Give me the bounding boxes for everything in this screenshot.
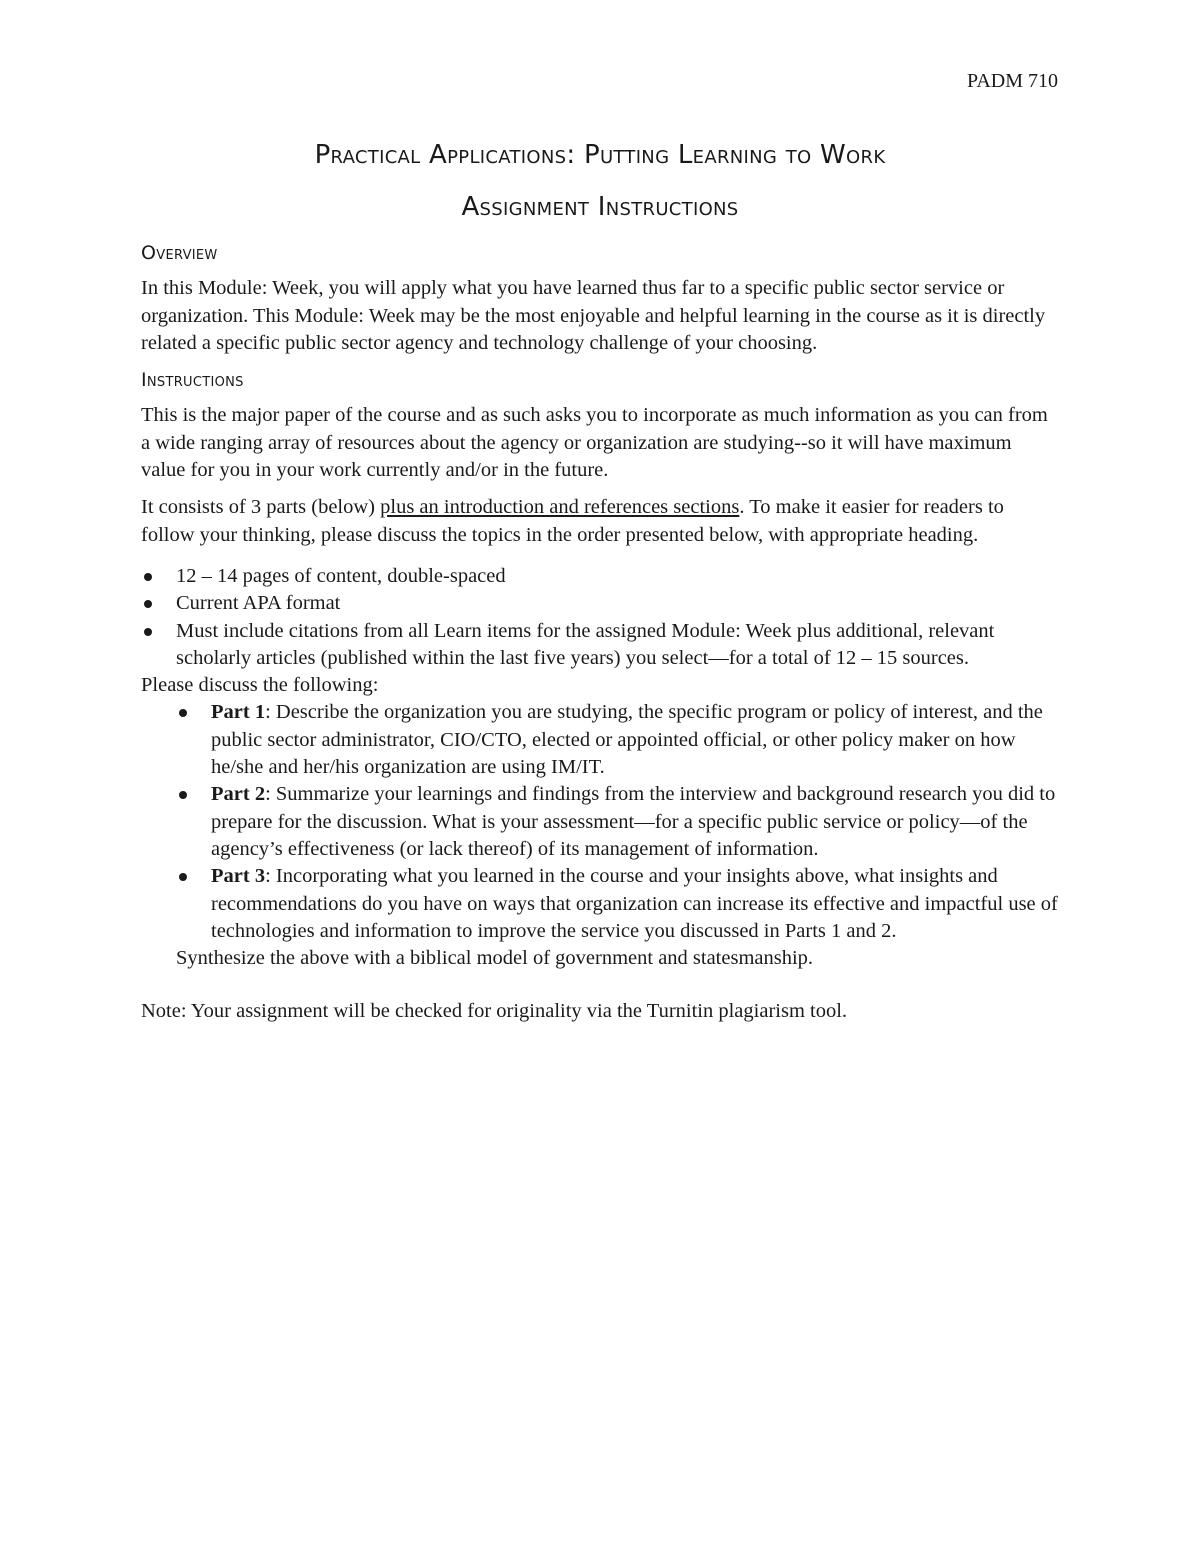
instructions-heading: Instructions (141, 369, 244, 392)
document-title: Practical Applications: Putting Learning to Work (314, 140, 886, 170)
part-text: : Describe the organization you are studying, the specific program or policy of interest, and the public sector administrator, CIO/CTO, elected or appointed official, or other policy maker on how he/she and her/his organization are using IM/IT. (211, 701, 1043, 779)
para-2-underlined: plus an introduction and references sections (380, 496, 740, 519)
plagiarism-note: Note: Your assignment will be checked for originality via the Turnitin plagiarism tool. (141, 1000, 848, 1023)
list-item: Current APA format (141, 590, 1061, 617)
part-label: Part 1 (211, 701, 266, 724)
overview-text: In this Module: Week, you will apply what you have learned thus far to a specific public sector service or organization. This Module: Week may be the most enjoyable and helpful learning in the course as it is directly related a specific public sector agency and technology challenge of your choosing. (141, 277, 1046, 354)
discuss-intro: Please discuss the following: (141, 674, 379, 697)
list-item: Must include citations from all Learn items for the assigned Module: Week plus additional, relevant scholarly articles (published within the last five years) you select—for a total of 12 – 15 sources. (141, 618, 1061, 673)
list-item: 12 – 14 pages of content, double-spaced (141, 563, 1061, 590)
course-code: PADM 710 (967, 70, 1058, 92)
list-item (176, 781, 1061, 863)
requirements-list (141, 563, 1061, 672)
para-2-before: It consists of 3 parts (below) (141, 496, 381, 519)
document-subtitle: Assignment Instructions (461, 192, 739, 222)
part-text: : Summarize your learnings and findings from the interview and background research you did to prepare for the discussion. What is your assessment—for a specific public service or policy—of the agency’s effectiveness (or lack thereof) of its management of information. (211, 783, 1056, 860)
part-label: Part 3 (211, 865, 266, 888)
overview-heading: Overview (141, 242, 218, 264)
document-body (141, 240, 1061, 1026)
part-label: Part 2 (211, 783, 266, 806)
list-item (176, 699, 1061, 781)
instructions-para-2 (141, 494, 1061, 549)
parts-list (176, 699, 1061, 945)
part-text: : Incorporating what you learned in the course and your insights above, what insights and recommendations do you have on ways that organization can increase its effective and impactful use of technologies and information to improve the service you discussed in Parts 1 and 2. (211, 865, 1058, 942)
list-item (176, 863, 1061, 945)
para-2-after: . To make it easier for readers to follow your thinking, please discuss the topics in the order presented below, with appropriate heading. (141, 496, 1004, 546)
instructions-para-1: This is the major paper of the course and as such asks you to incorporate as much information as you can from a wide ranging array of resources about the agency or organization are studying--so it will have maximum value for you in your work currently and/or in the future. (141, 404, 1048, 482)
synthesize-text: Synthesize the above with a biblical model of government and statesmanship. (176, 947, 814, 970)
